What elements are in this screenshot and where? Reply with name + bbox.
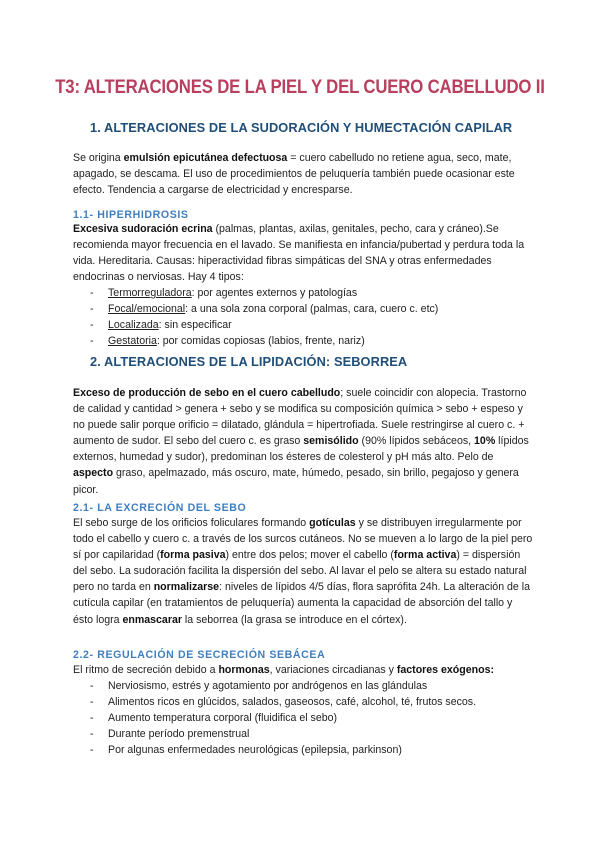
subsection-2-1-heading: 2.1- LA EXCRECIÓN DEL SEBO: [73, 502, 247, 514]
subsection-1-1-text: Excesiva sudoración ecrina (palmas, plantas, axilas, genitales, pecho, cara y cráneo).Se recomienda mayor frecuencia en el lavado. Se manifiesta en infancia/pubertad y perdura toda la vida. Hereditaria. Causas: hiperactividad fibras simpáticas del SNA y otras enfermedades endocrinas o nerviosas. Hay 4 tipos:: [73, 223, 525, 284]
list-item: - Localizada: sin especificar: [90, 319, 232, 332]
exogenous-factors-list: [73, 678, 543, 758]
section-1-intro: Se origina emulsión epicutánea defectuosa = cuero cabelludo no retiene agua, seco, mate, apagado, se descama. El uso de procedimientos de peluquería también puede ocasionar este efecto. Tendencia a cargarse de electricidad y encresparse.: [73, 152, 515, 197]
list-item: - Aumento temperatura corporal (fluidifica el sebo): [90, 712, 338, 725]
list-item: - Gestatoria: por comidas copiosas (labios, frente, nariz): [90, 335, 365, 348]
subsection-2-2-text: El ritmo de secreción debido a hormonas, variaciones circadianas y factores exógenos:: [73, 664, 494, 676]
subsection-1-1-heading: 1.1- HIPERHIDROSIS: [73, 209, 189, 221]
section-1-heading: 1. ALTERACIONES DE LA SUDORACIÓN Y HUMECTACIÓN CAPILAR: [90, 120, 513, 135]
list-item: - Focal/emocional: a una sola zona corporal (palmas, cara, cuero c. etc): [90, 303, 439, 316]
list-item: - Nerviosismo, estrés y agotamiento por andrógenos en las glándulas: [90, 680, 428, 692]
list-item: - Alimentos ricos en glúcidos, salados, gaseosos, café, alcohol, té, frutos secos.: [90, 696, 477, 709]
subsection-2-1-text: El sebo surge de los orificios foliculares formando gotículas y se distribuyen irregularmente por todo el cabello y cuero c. a través de los surcos cutáneos. No se mueven a lo largo de la piel pero sí por capilaridad (forma pasiva) entre dos pelos; mover el cabello (forma activa) = dispersión del sebo. La sudoración facilita la dispersión del sebo. Al lavar el pelo se altera su estado natural pero no tarda en normalizarse: niveles de lípidos 4/5 días, flora saprófita 24h. La alteración de la cutícula capilar (en tratamientos de peluquería) aumenta la capacidad de absorción del tallo y ésto logra enmascarar la seborrea (la grasa se introduce en el córtex).: [73, 517, 533, 626]
list-item: - Durante período premenstrual: [90, 728, 250, 741]
document-title: T3: ALTERACIONES DE LA PIEL Y DEL CUERO CABELLUDO II: [55, 76, 545, 98]
subsection-2-2-heading: 2.2- REGULACIÓN DE SECRECIÓN SEBÁCEA: [73, 649, 326, 661]
list-item: - Termorreguladora: por agentes externos y patologías: [90, 287, 358, 299]
section-2-heading: 2. ALTERACIONES DE LA LIPIDACIÓN: SEBORREA: [90, 354, 408, 369]
section-2-intro: Exceso de producción de sebo en el cuero cabelludo; suele coincidir con alopecia. Trastorno de calidad y cantidad > genera + sebo y se modifica su composición química > sebo + espeso y no puede salir porque orificio = dilatado, glándula = hipertrofiada. Suele restringirse al cuero c. + aumento de sudor. El sebo del cuero c. es graso semisólido (90% lípidos sebáceos, 10% lípidos externos, humedad y sudor), predominan los ésteres de colesterol y pH más alto. Pelo de aspecto graso, apelmazado, más oscuro, mate, húmedo, pesado, sin brillo, pegajoso y genera picor.: [73, 387, 529, 496]
hyperhidrosis-types-list: [73, 285, 543, 349]
list-item: - Por algunas enfermedades neurológicas (epilepsia, parkinson): [90, 744, 402, 757]
